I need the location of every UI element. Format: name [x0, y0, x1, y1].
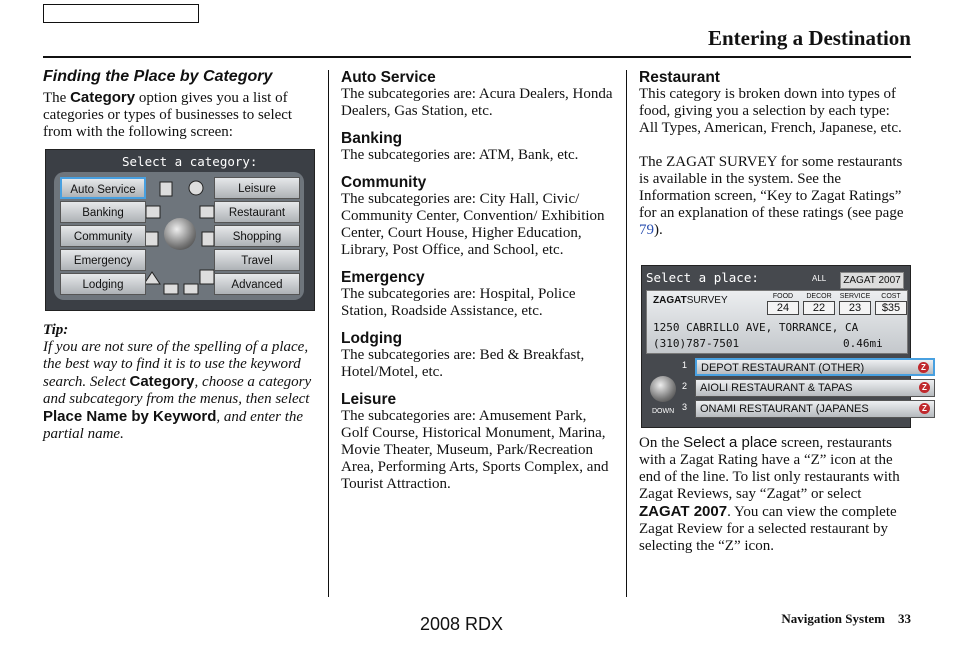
rating-label: FOOD — [772, 293, 794, 300]
bank-icon — [146, 206, 160, 218]
category-button[interactable]: Lodging — [60, 273, 146, 295]
subsection-heading: Banking — [341, 130, 403, 147]
text: The ZAGAT SURVEY for some restaurants is available in the system. See the Information screen, “Key to Zagat Ratings” for an explanation of these ratings (see page — [639, 154, 904, 221]
category-term: Category — [70, 89, 136, 106]
text: , choose a category and subcategory from the menus, then select — [43, 374, 312, 407]
intro-paragraph — [43, 89, 318, 141]
text: . You can view the complete Zagat Review for a selected restaurant by selecting the “Z” icon. — [639, 504, 897, 554]
subsection-heading: Auto Service — [341, 69, 436, 86]
text: screen, restaurants with a Zagat Rating have a “Z” icon at the end of the line. To list only restaurants with Zagat Reviews, say “Zagat” or select — [639, 435, 900, 502]
info-panel — [646, 290, 908, 354]
category-button[interactable]: Advanced — [214, 273, 300, 295]
subsection-heading: Emergency — [341, 269, 425, 286]
tip-label: Tip: — [43, 322, 69, 338]
distance-text: 0.46mi — [843, 337, 883, 350]
zagat-brand — [653, 295, 728, 306]
restaurant-name: ONAMI RESTAURANT (JAPANES — [700, 403, 869, 415]
footer-model: 2008 RDX — [420, 614, 504, 634]
rating-value: 22 — [803, 301, 835, 315]
header-box — [43, 4, 199, 23]
zagat-z-icon[interactable]: Z — [919, 382, 930, 393]
subsection-text: The subcategories are: Acura Dealers, Honda Dealers, Gas Station, etc. — [341, 86, 613, 119]
phone-text: (310)787-7501 — [653, 337, 740, 350]
header-rule — [43, 56, 911, 58]
category-icons — [144, 176, 216, 298]
rating-label: SERVICE — [839, 293, 871, 300]
subsection-heading: Lodging — [341, 330, 403, 347]
select-a-place-term: Select a place — [683, 434, 778, 451]
rating-label: COST — [881, 293, 901, 300]
category-button[interactable]: Community — [60, 225, 146, 247]
select-place-paragraph — [639, 434, 911, 555]
restaurant-paragraph: This category is broken down into types of food, giving you a selection by each type: All Types, American, French, Japanese, etc. — [639, 86, 902, 136]
text: , and enter the partial name. — [43, 409, 304, 442]
subsection-heading: Community — [341, 174, 427, 191]
zagat-z-icon[interactable]: Z — [919, 403, 930, 414]
category-term: Category — [129, 373, 195, 390]
restaurant-heading: Restaurant — [639, 69, 720, 86]
zagat-paragraph — [639, 154, 911, 239]
advanced-icon — [184, 284, 198, 294]
place-name-term: Place Name by Keyword — [43, 408, 217, 425]
category-button[interactable]: Leisure — [214, 177, 300, 199]
row-number: 2 — [682, 381, 688, 391]
restaurant-row[interactable] — [695, 400, 935, 418]
tip-paragraph — [43, 339, 318, 443]
category-button[interactable]: Restaurant — [214, 201, 300, 223]
golf-icon — [189, 181, 203, 195]
brand-a: ZAGAT — [653, 295, 687, 306]
lodging-icon — [164, 284, 178, 294]
subsection-heading: Leisure — [341, 391, 397, 408]
category-button[interactable]: Travel — [214, 249, 300, 271]
page-number: 33 — [898, 611, 911, 626]
rating-value: 24 — [767, 301, 799, 315]
zagat-2007-term: ZAGAT 2007 — [639, 503, 728, 520]
column-divider-1 — [328, 70, 329, 597]
rating-label: DECOR — [806, 293, 832, 300]
down-label: DOWN — [652, 408, 675, 415]
column-3 — [639, 69, 911, 239]
address-text: 1250 CABRILLO AVE, TORRANCE, CA — [653, 321, 859, 334]
brand-b: SURVEY — [686, 295, 728, 306]
subsection-text: The subcategories are: Hospital, Police Station, Roadside Assistance, etc. — [341, 286, 576, 319]
page-title: Entering a Destination — [707, 26, 911, 50]
row-number: 3 — [682, 402, 688, 412]
footer-nav-text: Navigation System — [781, 611, 885, 626]
zagat-z-icon[interactable]: Z — [918, 362, 929, 373]
text: option gives you a list of categories or types of businesses to select from with the following screen: — [43, 90, 293, 140]
screen-title: Select a category: — [122, 154, 258, 169]
page-link[interactable]: 79 — [639, 222, 654, 238]
row-number: 1 — [682, 360, 688, 370]
shopping-icon — [202, 232, 214, 246]
text: If you are not sure of the spelling of a place, the best way to find it is to use the keyword search. Select — [43, 339, 309, 390]
select-place-screen — [641, 265, 927, 428]
restaurant-row[interactable] — [695, 358, 935, 376]
column-1 — [43, 68, 318, 141]
category-button[interactable]: Banking — [60, 201, 146, 223]
restaurant-name: AIOLI RESTAURANT & TAPAS — [700, 382, 853, 394]
travel-icon — [200, 270, 214, 284]
joystick-knob[interactable] — [650, 376, 676, 402]
text: ). — [654, 222, 663, 238]
gas-pump-icon — [160, 182, 172, 196]
emergency-icon — [144, 272, 160, 284]
rating-value: $35 — [875, 301, 907, 315]
restaurant-name: DEPOT RESTAURANT (OTHER) — [701, 362, 865, 374]
category-button[interactable]: Emergency — [60, 249, 146, 271]
column-divider-2 — [626, 70, 627, 597]
zagat-2007-button[interactable]: ZAGAT 2007 — [840, 272, 904, 289]
category-button[interactable]: Shopping — [214, 225, 300, 247]
category-screen — [45, 149, 315, 311]
screen-title: Select a place: — [646, 270, 759, 285]
restaurant-icon — [200, 206, 214, 218]
text: The — [43, 90, 71, 106]
section-heading: Finding the Place by Category — [43, 68, 273, 85]
subsection-text: The subcategories are: City Hall, Civic/ Community Center, Convention/ Exhibition Center, Court House, Higher Education, Library, Post Office, and School, etc. — [341, 191, 605, 258]
community-icon — [144, 232, 158, 246]
rating-value: 23 — [839, 301, 871, 315]
subsection-text: The subcategories are: Amusement Park, Golf Course, Historical Monument, Marina, Movie Theater, Museum, Park/Recreation Area, Performing Arts, Sports Complex, and Tourist Attraction. — [341, 408, 609, 492]
footer-nav — [781, 611, 911, 627]
text: On the — [639, 435, 684, 451]
subsection-text: The subcategories are: ATM, Bank, etc. — [341, 147, 579, 163]
category-button[interactable]: Auto Service — [60, 177, 146, 199]
subsection-text: The subcategories are: Bed & Breakfast, Hotel/Motel, etc. — [341, 347, 585, 380]
restaurant-row[interactable] — [695, 379, 935, 397]
all-label: ALL — [812, 274, 827, 283]
column-2 — [341, 69, 616, 493]
tip-block — [43, 322, 318, 443]
